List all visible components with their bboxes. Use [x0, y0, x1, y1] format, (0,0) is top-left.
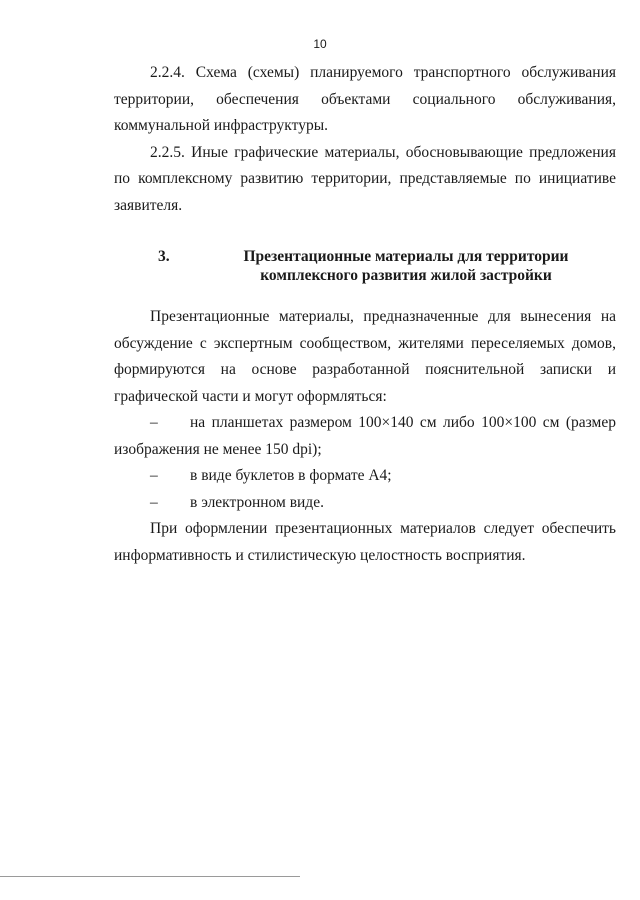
list-item: [114, 463, 616, 490]
list-item-text: на планшетах размером 100×140 см либо 100×100 см (размер изображения не менее 150 dpi);: [114, 414, 616, 458]
bottom-divider: [0, 876, 300, 877]
section-title: Презентационные материалы для территории комплексного развития жилой застройки: [243, 248, 569, 284]
paragraph-2-2-4: 2.2.4. Схема (схемы) планируемого транспортного обслуживания территории, обеспечения объектами социального обслуживания, коммунальной инфраструктуры.: [114, 64, 616, 134]
section-heading: [114, 247, 616, 285]
list-item-text: в электронном виде.: [190, 493, 324, 511]
page-number: 10: [313, 37, 327, 51]
list-item: [114, 410, 616, 463]
paragraph-presentation-intro: Презентационные материалы, предназначенные для вынесения на обсуждение с экспертным сообществом, жителями переселяемых домов, формируются на основе разработанной пояснительной записки и графической части и могут оформляться:: [114, 308, 616, 405]
section-number: 3.: [158, 248, 170, 265]
paragraph-2-2-5: 2.2.5. Иные графические материалы, обосновывающие предложения по комплексному развитию территории, представляемые по инициативе заявителя.: [114, 143, 616, 214]
document-body: [114, 60, 616, 569]
list-item: [114, 490, 616, 517]
list-dash: –: [150, 467, 158, 484]
list-dash: –: [150, 493, 158, 511]
paragraph-presentation-requirements: При оформлении презентационных материалов следует обеспечить информативность и стилистическую целостность восприятия.: [114, 520, 616, 564]
list-item-text: в виде буклетов в формате А4;: [190, 467, 392, 484]
list-dash: –: [150, 414, 158, 431]
